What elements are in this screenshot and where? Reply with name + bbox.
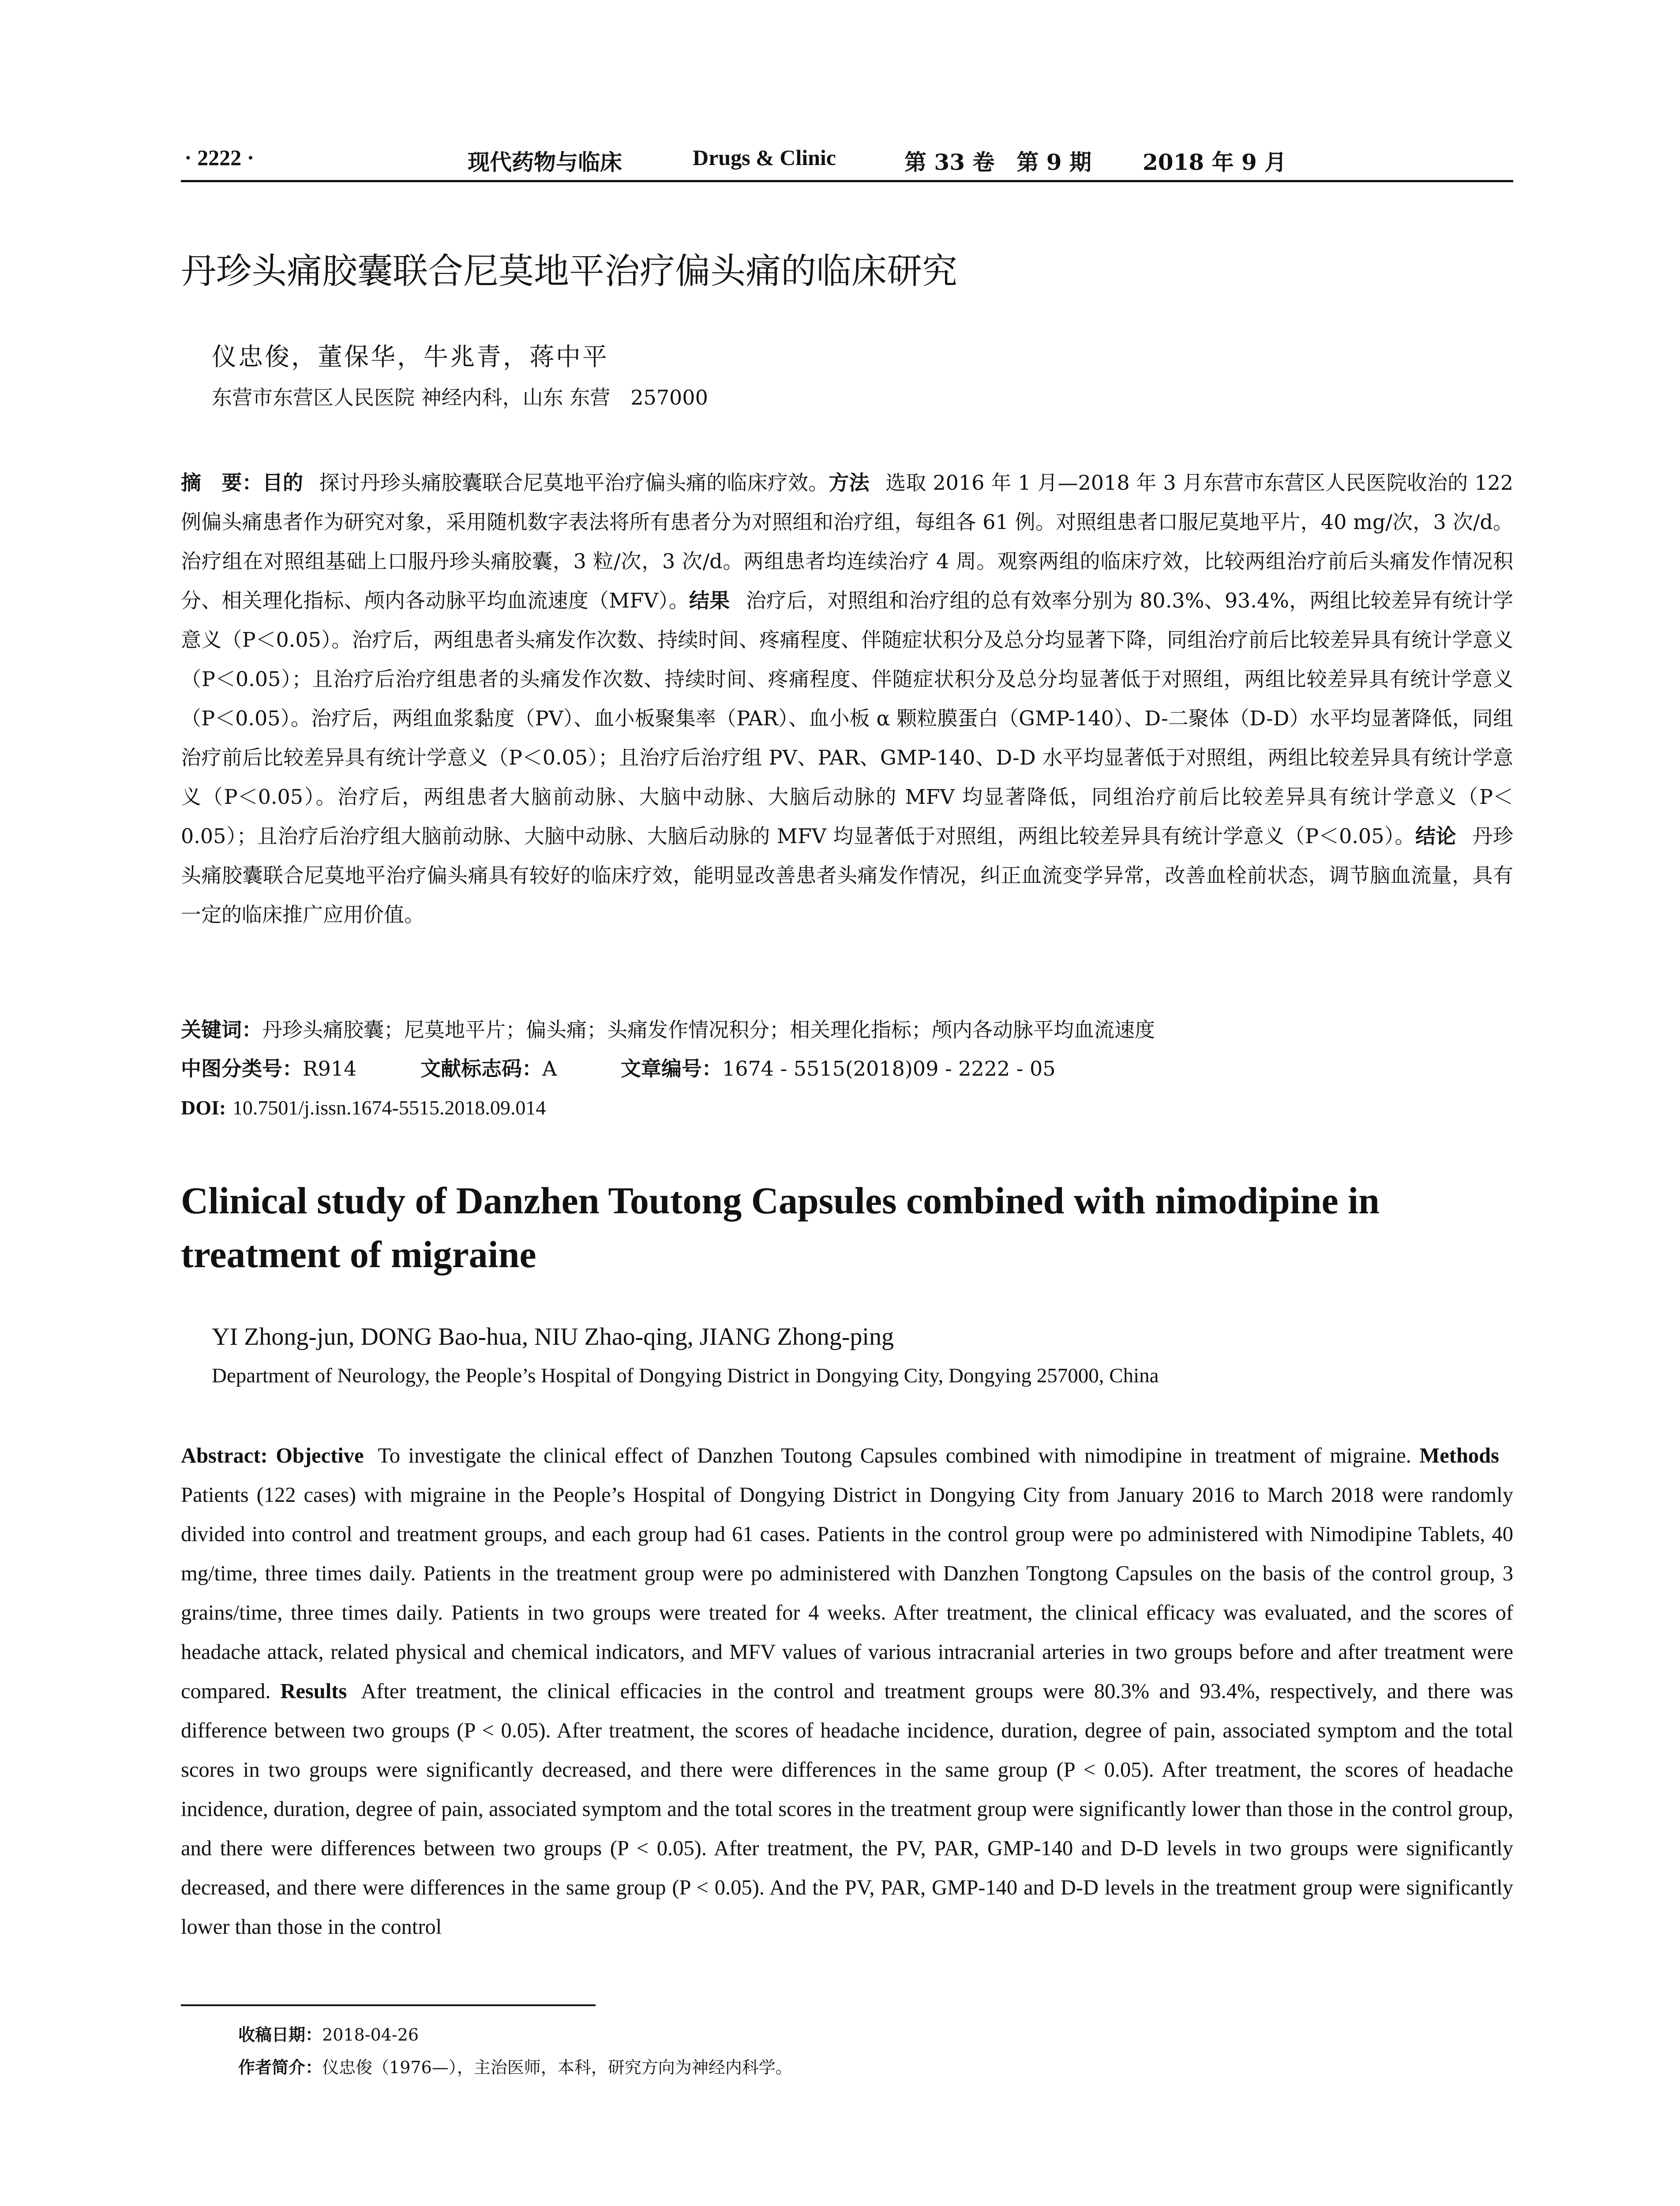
affiliation-cn: 东营市东营区人民医院 神经内科，山东 东营 257000: [212, 386, 708, 409]
abstract-en: [181, 1436, 1513, 1947]
article-metadata: [181, 1010, 1513, 1127]
author-list-en: YI Zhong-jun, DONG Bao-hua, NIU Zhao-qing, JIANG Zhong-ping: [212, 1323, 894, 1351]
methods-label-en: Methods: [1419, 1444, 1500, 1467]
doi-label: DOI:: [181, 1096, 226, 1119]
author-bio-line: [238, 2051, 1509, 2084]
results-text-en: After treatment, the clinical efficacies in the control and treatment groups were 80.3% and 93.4%, respectively, and there was difference between two groups (P < 0.05). After treatment, the scores of headache incidence, duration, degree of pain, associated symptom and the total scores in two groups were significantly decreased, and there were differences in the same group (P < 0.05). After treatment, the scores of headache incidence, duration, degree of pain, associated symptom and the total scores in the treatment group were significantly lower than those in the control group, and there were differences between two groups (P < 0.05). After treatment, the PV, PAR, GMP-140 and D-D levels in two groups were significantly decreased, and there were differences in the same group (P < 0.05). And the PV, PAR, GMP-140 and D-D levels in the treatment group were significantly lower than those in the control: [181, 1680, 1514, 1939]
affiliation-en: Department of Neurology, the People’s Hospital of Dongying District in Dongying City, Dongying 257000, China: [212, 1364, 1159, 1387]
abstract-cn: [181, 463, 1513, 934]
objective-label-cn: 目的: [262, 471, 304, 495]
keywords-line: [181, 1010, 1513, 1049]
issue-date: 2018 年 9 月: [1143, 149, 1287, 175]
doc-code-label: 文献标志码：: [420, 1057, 543, 1080]
conclusion-label-cn: 结论: [1415, 824, 1456, 848]
running-header: [181, 140, 1513, 182]
results-label-cn: 结果: [689, 589, 730, 612]
author-bio-value: 仪忠俊（1976—），主治医师，本科，研究方向为神经内科学。: [322, 2058, 792, 2077]
footnotes: [238, 2018, 1509, 2084]
clc-value: R914: [303, 1057, 357, 1080]
methods-text-en: Patients (122 cases) with migraine in the People’s Hospital of Dongying District in Dongying City from January 2016 to March 2018 were randomly divided into control and treatment groups, and each group had 61 cases. Patients in the control group were po administered with Nimodipine Tablets, 40 mg/time, three times daily. Patients in the treatment group were po administered with Danzhen Tongtong Capsules on the basis of the control group, 3 grains/time, three times daily. Patients in two groups were treated for 4 weeks. After treatment, the clinical efficacy was evaluated, and the scores of headache attack, related physical and chemical indicators, and MFV values of various intracranial arteries in two groups before and after treatment were compared.: [181, 1483, 1513, 1703]
results-text-cn: 治疗后，对照组和治疗组的总有效率分别为 80.3%、93.4%，两组比较差异有统计学意义（P＜0.05）。治疗后，两组患者头痛发作次数、持续时间、疼痛程度、伴随症状积分及总分均显著下降，同组治疗前后比较差异具有统计学意义（P＜0.05）；且治疗后治疗组患者的头痛发作次数、持续时间、疼痛程度、伴随症状积分及总分均显著低于对照组，两组比较差异具有统计学意义（P＜0.05）。治疗后，两组血浆黏度（PV）、血小板聚集率（PAR）、血小板 α 颗粒膜蛋白（GMP-140）、D-二聚体（D-D）水平均显著降低，同组治疗前后比较差异具有统计学意义（P＜0.05）；且治疗后治疗组 PV、PAR、GMP-140、D-D 水平均显著低于对照组，两组比较差异具有统计学意义（P＜0.05）。治疗后，两组患者大脑前动脉、大脑中动脉、大脑后动脉的 MFV 均显著降低，同组治疗前后比较差异具有统计学意义（P＜0.05）；且治疗后治疗组大脑前动脉、大脑中动脉、大脑后动脉的 MFV 均显著低于对照组，两组比较差异具有统计学意义（P＜0.05）。: [181, 589, 1513, 848]
page-number: · 2222 ·: [184, 145, 255, 170]
classification-line: [181, 1049, 1513, 1088]
journal-name-cn: 现代药物与临床: [468, 150, 622, 175]
doi-line: [181, 1088, 1513, 1127]
article-number-value: 1674 - 5515(2018)09 - 2222 - 05: [722, 1057, 1056, 1080]
objective-text-cn: 探讨丹珍头痛胶囊联合尼莫地平治疗偏头痛的临床疗效。: [319, 471, 829, 495]
methods-label-cn: 方法: [829, 471, 870, 495]
author-list-cn: 仪忠俊，董保华，牛兆青，蒋中平: [212, 343, 609, 371]
received-date-label: 收稿日期：: [238, 2025, 322, 2045]
journal-name-en: Drugs & Clinic: [693, 145, 836, 170]
objective-label-en: Objective: [276, 1444, 364, 1467]
article-number-label: 文章编号：: [620, 1057, 722, 1080]
received-date-value: 2018-04-26: [322, 2025, 419, 2045]
objective-text-en: To investigate the clinical effect of Danzhen Toutong Capsules combined with nimodipine in treatment of migraine.: [378, 1444, 1411, 1467]
article-title-en: Clinical study of Danzhen Toutong Capsules combined with nimodipine in treatment of migraine: [181, 1179, 1380, 1276]
results-label-en: Results: [280, 1680, 347, 1703]
keywords-label: 关键词：: [181, 1018, 262, 1042]
doc-code-value: A: [542, 1057, 557, 1080]
article-title-cn: 丹珍头痛胶囊联合尼莫地平治疗偏头痛的临床研究: [181, 251, 957, 292]
conclusion-text-cn: 丹珍头痛胶囊联合尼莫地平治疗偏头痛具有较好的临床疗效，能明显改善患者头痛发作情况，纠正血流变学异常，改善血栓前状态，调节脑血流量，具有一定的临床推广应用价值。: [181, 824, 1514, 927]
abstract-label-cn: 摘 要：: [181, 471, 262, 495]
volume-issue: 第 33 卷 第 9 期: [904, 149, 1091, 175]
received-date-line: [238, 2018, 1509, 2051]
author-bio-label: 作者简介：: [238, 2058, 322, 2077]
clc-label: 中图分类号：: [181, 1057, 303, 1080]
methods-text-cn: 选取 2016 年 1 月—2018 年 3 月东营市东营区人民医院收治的 122 例偏头痛患者作为研究对象，采用随机数字表法将所有患者分为对照组和治疗组，每组各 61 例。对照组患者口服尼莫地平片，40 mg/次，3 次/d。治疗组在对照组基础上口服丹珍头痛胶囊，3 粒/次，3 次/d。两组患者均连续治疗 4 周。观察两组的临床疗效，比较两组治疗前后头痛发作情况积分、相关理化指标、颅内各动脉平均血流速度（MFV）。: [181, 471, 1513, 612]
keywords-text: 丹珍头痛胶囊；尼莫地平片；偏头痛；头痛发作情况积分；相关理化指标；颅内各动脉平均血流速度: [262, 1018, 1155, 1042]
footnote-divider: [181, 2004, 596, 2006]
doi-value[interactable]: 10.7501/j.issn.1674-5515.2018.09.014: [232, 1096, 546, 1119]
abstract-label-en: Abstract:: [181, 1444, 268, 1467]
